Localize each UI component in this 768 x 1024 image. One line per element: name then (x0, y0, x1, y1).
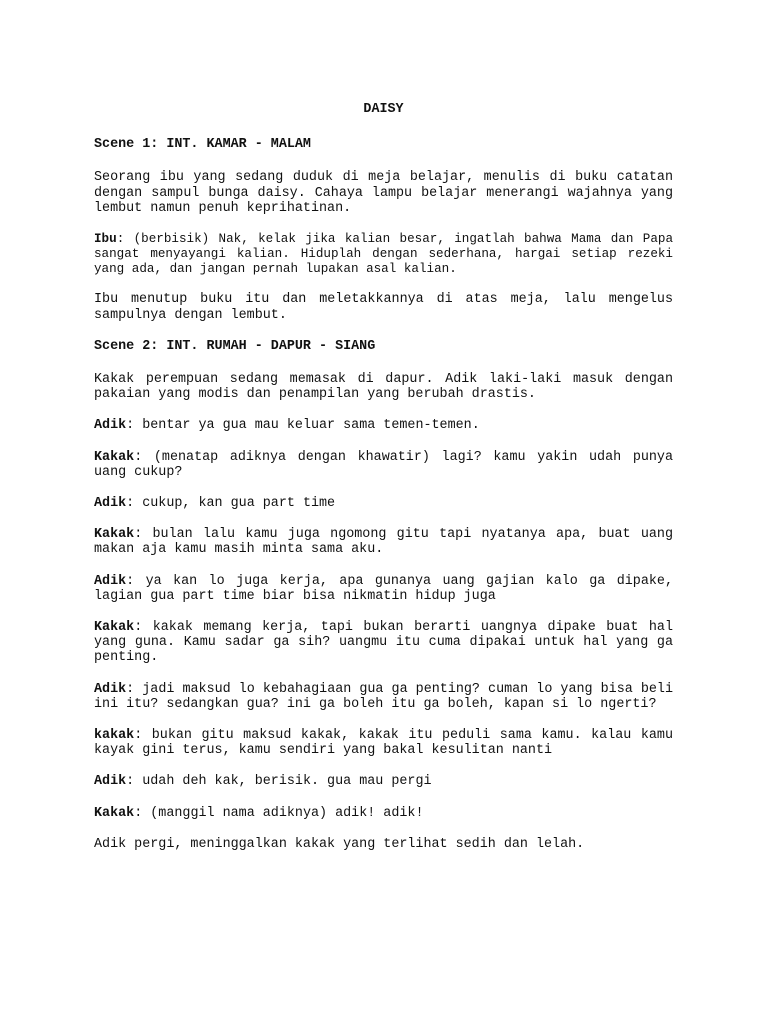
dialogue-text: cukup, kan gua part time (142, 496, 336, 512)
dialogue-line: Kakak: (manggil nama adiknya) adik! adik! (94, 805, 424, 821)
speaker-name: Ibu (94, 232, 117, 247)
dialogue-text: (berbisik) Nak, kelak jika kalian besar, ingatlah bahwa Mama dan Papa sangat menyayangi kalian. Hiduplah dengan sederhana, hargai setiap rezeki yang ada, dan jangan pernah lupakan asal kalian. (94, 232, 674, 276)
speaker-name: Kakak (94, 805, 135, 821)
scene1-action-2: Ibu menutup buku itu dan meletakkannya di atas meja, lalu mengelus sampulnya dengan lembut. (94, 292, 673, 323)
speaker-name: kakak (94, 728, 135, 744)
speaker-name: Kakak (94, 527, 135, 543)
script-page (94, 102, 673, 868)
speaker-name: Adik (94, 774, 127, 790)
dialogue-text: ya kan lo juga kerja, apa gunanya uang gajian kalo ga dipake, lagian gua part time biar bisa nikmatin hidup juga (94, 573, 673, 604)
dialogue-line: Adik: jadi maksud lo kebahagiaan gua ga penting? cuman lo yang bisa beli ini itu? sedangkan gua? ini ga boleh itu ga boleh, kapan si lo ngerti? (94, 681, 673, 712)
speaker-name: Kakak (94, 620, 135, 636)
dialogue-text: (menatap adiknya dengan khawatir) lagi? kamu yakin udah punya uang cukup? (94, 449, 673, 480)
speaker-name: Adik (94, 418, 127, 434)
dialogue-line: Kakak: (menatap adiknya dengan khawatir) lagi? kamu yakin udah punya uang cukup? (94, 449, 673, 480)
dialogue-text: bukan gitu maksud kakak, kakak itu peduli sama kamu. kalau kamu kayak gini terus, kamu sendiri yang bakal kesulitan nanti (94, 728, 673, 759)
speaker-name: Kakak (94, 449, 135, 465)
dialogue-text: bulan lalu kamu juga ngomong gitu tapi nyatanya apa, buat uang makan aja kamu masih minta sama aku. (94, 527, 673, 558)
dialogue-text: jadi maksud lo kebahagiaan gua ga penting? cuman lo yang bisa beli ini itu? sedangkan gua? ini ga boleh itu ga boleh, kapan si lo ngerti? (94, 681, 673, 712)
dialogue-line: Adik: ya kan lo juga kerja, apa gunanya uang gajian kalo ga dipake, lagian gua part time biar bisa nikmatin hidup juga (94, 573, 673, 604)
speaker-name: Adik (94, 573, 127, 589)
script-title: DAISY (363, 102, 404, 117)
scene2-action-1: Kakak perempuan sedang memasak di dapur. Adik laki-laki masuk dengan pakaian yang modis dan penampilan yang berubah drastis. (94, 372, 673, 403)
dialogue-text: kakak memang kerja, tapi bukan berarti uangnya dipake buat hal yang guna. Kamu sadar ga sih? uangmu itu cuma dipakai untuk hal yang ga penting. (94, 620, 673, 666)
scene1-action-1: Seorang ibu yang sedang duduk di meja belajar, menulis di buku catatan dengan sampul bunga daisy. Cahaya lampu belajar menerangi wajahnya yang lembut namun penuh keprihatinan. (94, 170, 673, 216)
speaker-name: Adik (94, 496, 127, 512)
dialogue-text: udah deh kak, berisik. gua mau pergi (142, 774, 432, 790)
speaker-name: Adik (94, 681, 127, 697)
dialogue-line: kakak: bukan gitu maksud kakak, kakak itu peduli sama kamu. kalau kamu kayak gini terus, kamu sendiri yang bakal kesulitan nanti (94, 728, 673, 759)
dialogue-text: bentar ya gua mau keluar sama temen-temen. (142, 418, 480, 434)
dialogue-text: (manggil nama adiknya) adik! adik! (150, 805, 424, 821)
dialogue-line: Adik: bentar ya gua mau keluar sama temen-temen. (94, 418, 480, 434)
dialogue-line: Adik: udah deh kak, berisik. gua mau pergi (94, 774, 432, 790)
scene1-heading: Scene 1: INT. KAMAR - MALAM (94, 137, 311, 153)
scene2-heading: Scene 2: INT. RUMAH - DAPUR - SIANG (94, 338, 376, 354)
dialogue-line: Adik: cukup, kan gua part time (94, 496, 336, 512)
dialogue-line: Kakak: bulan lalu kamu juga ngomong gitu tapi nyatanya apa, buat uang makan aja kamu masih minta sama aku. (94, 527, 673, 558)
dialogue-line: Kakak: kakak memang kerja, tapi bukan berarti uangnya dipake buat hal yang guna. Kamu sadar ga sih? uangmu itu cuma dipakai untuk hal yang ga penting. (94, 620, 673, 666)
scene2-action-2: Adik pergi, meninggalkan kakak yang terlihat sedih dan lelah. (94, 836, 585, 852)
scene1-dialogue-ibu: Ibu: (berbisik) Nak, kelak jika kalian besar, ingatlah bahwa Mama dan Papa sangat menyayangi kalian. Hiduplah dengan sederhana, hargai setiap rezeki yang ada, dan jangan pernah lupakan asal kalian. (94, 232, 674, 276)
